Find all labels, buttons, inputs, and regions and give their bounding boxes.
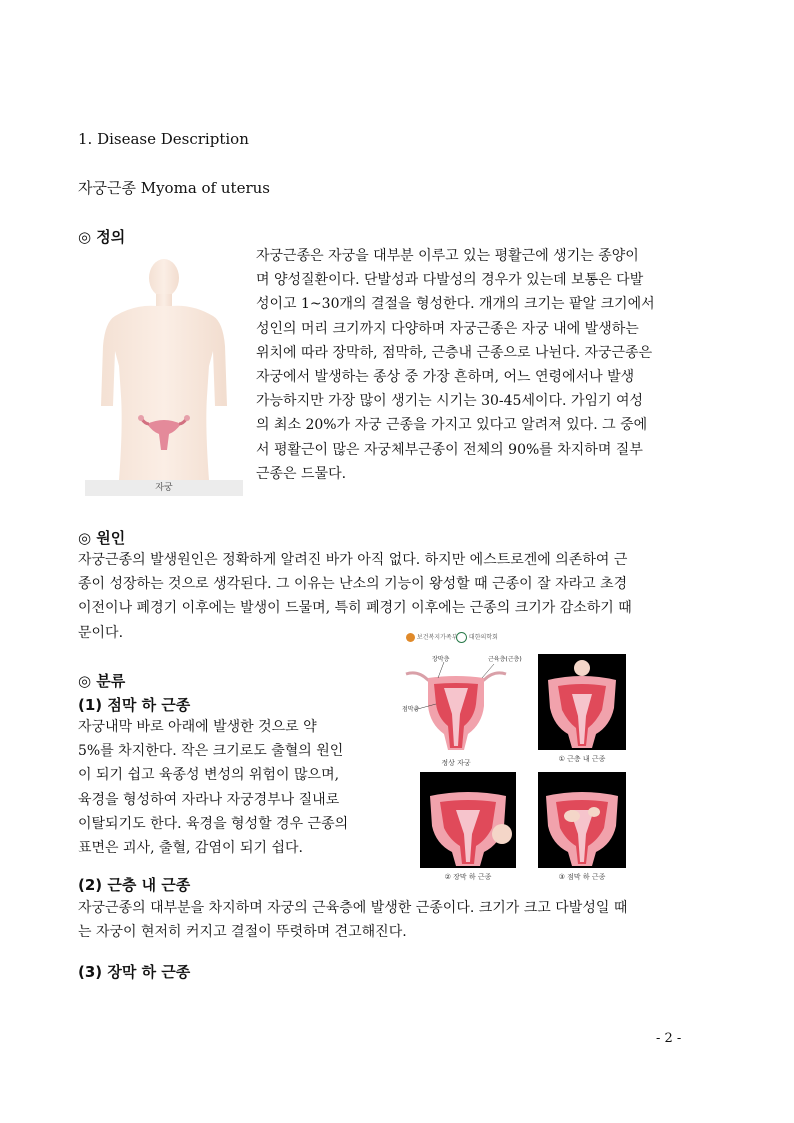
body-illustration [85,256,243,496]
text-line: 육경을 형성하여 자라나 자궁경부나 질내로 [78,791,340,808]
definition-heading: ◎ 정의 [78,228,126,246]
disease-title: 자궁근종 Myoma of uterus [78,179,270,197]
text-line: 이탈되기도 한다. 육경을 형성할 경우 근종의 [78,815,349,832]
text-line: 표면은 괴사, 출혈, 감염이 되기 쉽다. [78,840,303,857]
uterus-figure [398,626,630,880]
text-line: 이 되기 쉽고 육종성 변성의 위험이 많으며, [78,767,340,784]
submucosal-panel [538,772,626,868]
figure-caption: ③ 점막 하 근종 [558,873,606,881]
intramural-panel [538,654,626,750]
section-heading: 1. Disease Description [78,130,249,148]
logo-right: 대한의학회 [456,632,498,643]
text-line: 성인의 머리 크기까지 다양하며 자궁근종은 자궁 내에 발생하는 [256,320,639,337]
intramural-paragraph [78,896,702,944]
text-line: 가능하지만 가장 많이 생기는 시기는 30-45세이다. 가임기 여성 [256,393,644,410]
figure-caption: 정상 자궁 [441,759,471,767]
figure-caption: ② 장막 하 근종 [444,873,492,881]
page-number: - 2 - [656,1031,682,1046]
classification-heading: ◎ 분류 [78,672,126,690]
subsection-title: (1) 점막 하 근종 [78,696,191,714]
subserosal-panel [420,772,516,868]
text-line: 근종은 드물다. [256,465,347,482]
definition-paragraph [256,244,702,486]
text-line: 자궁에서 발생하는 종상 중 가장 흔하며, 어느 연령에서나 발생 [256,369,635,386]
text-line: 위치에 따라 장막하, 점막하, 근층내 근종으로 나뉜다. 자궁근종은 [256,344,653,361]
text-line: 문이다. [78,624,124,641]
text-line: 의 최소 20%가 자궁 근종을 가지고 있다고 알려져 있다. 그 중에 [256,417,648,434]
text-line: 자궁근종의 발생원인은 정확하게 알려진 바가 아직 없다. 하지만 에스트로겐에 의존하여 근 [78,552,628,568]
text-line: 성이고 1~30개의 결절을 형성한다. 개개의 크기는 팥알 크기에서 [256,296,655,313]
subsection-title: (3) 장막 하 근종 [78,963,191,981]
text-line: 종이 성장하는 것으로 생각된다. 그 이유는 난소의 기능이 왕성할 때 근종이 잘 자라고 초경 [78,576,628,593]
logo-left: 보건복지가족부 [406,632,458,642]
subsection-title: (2) 근층 내 근종 [78,876,191,894]
submucosal-paragraph [78,715,383,860]
text-line: 서 평활근이 많은 자궁체부근종이 전체의 90%를 차지하며 질부 [256,441,643,458]
cause-heading: ◎ 원인 [78,529,126,547]
text-line: 이전이나 폐경기 이후에는 발생이 드물며, 특히 폐경기 이후에는 근종의 크기가 감소하기 때 [78,600,632,617]
label-serosa: 장막층 [432,656,450,663]
text-line: 는 자궁이 현저히 커지고 결절이 뚜렷하며 견고해진다. [78,924,407,941]
image-caption: 자궁 [85,480,243,496]
text-line: 자궁내막 바로 아래에 발생한 것으로 약 [78,719,317,735]
text-line: 며 양성질환이다. 단발성과 다발성의 경우가 있는데 보통은 다발 [256,272,644,289]
label-mucosa: 점막층 [402,706,420,713]
text-line: 5%를 차지한다. 작은 크기로도 출혈의 원인 [78,743,344,760]
text-line: 자궁근종은 자궁을 대부분 이루고 있는 평활근에 생기는 종양이 [256,248,639,264]
label-muscle: 근육층(근층) [488,656,522,663]
text-line: 자궁근종의 대부분을 차지하며 자궁의 근육층에 발생한 근종이다. 크기가 크고 다발성일 때 [78,900,628,916]
figure-caption: ① 근층 내 근종 [558,755,606,763]
